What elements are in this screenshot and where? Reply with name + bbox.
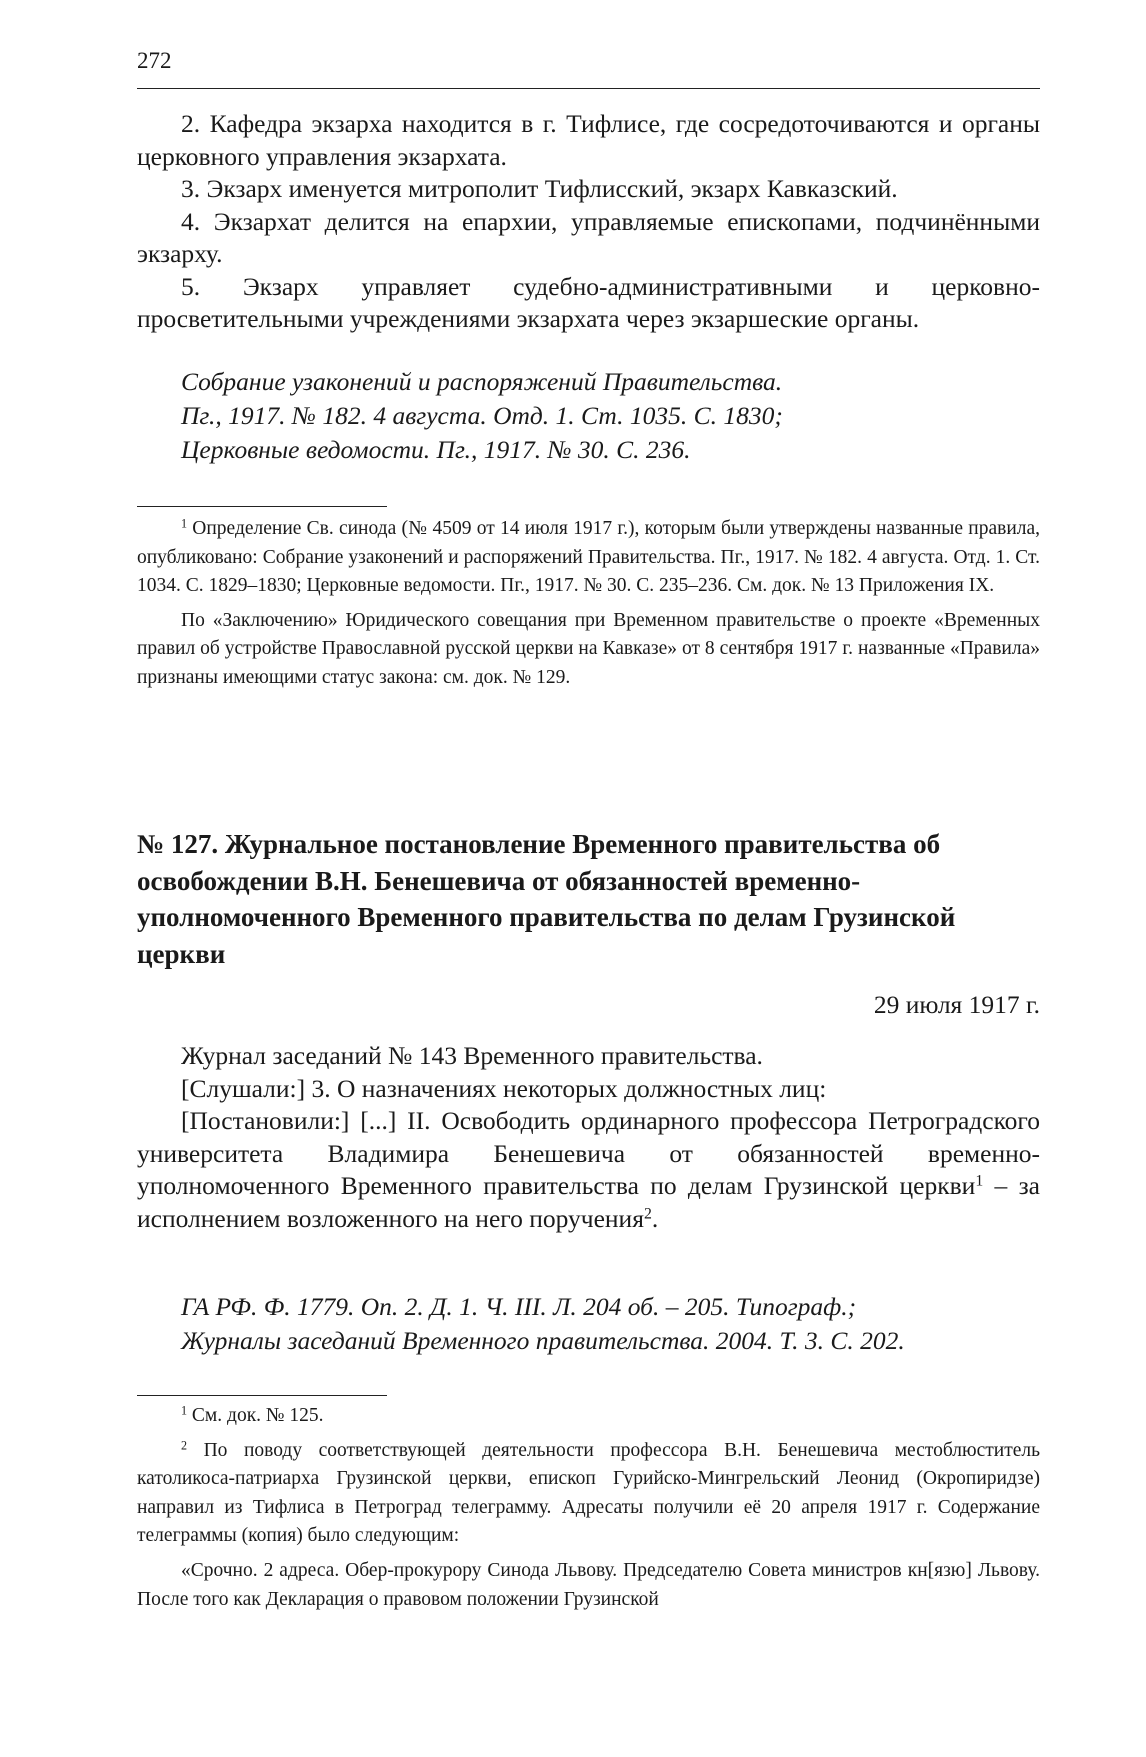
document-heading xyxy=(137,826,1040,972)
footnote xyxy=(137,1557,1040,1614)
paragraph-text: . xyxy=(651,1203,659,1233)
paragraph-text: – за исполнением возложенного на него поручения xyxy=(137,1171,1040,1233)
source-line: Журналы заседаний Временного правительства. 2004. Т. 3. С. 202. xyxy=(181,1326,905,1355)
paragraph-text: [Постановили:] [...] II. Освободить ординарного профессора Петроградского университета Владимира Бенешевича от обязанностей временно-уполномоченного Временного правительства по делам Грузинской церкви xyxy=(137,1106,1040,1200)
source-line: Пг., 1917. № 182. 4 августа. Отд. 1. Ст. 1035. С. 1830; xyxy=(181,401,783,430)
document-body xyxy=(137,1040,1040,1235)
page-number: 272 xyxy=(137,48,172,73)
footnote-marker: 1 xyxy=(181,1403,188,1418)
footnote-rule xyxy=(137,506,387,507)
document-footnotes xyxy=(137,1402,1040,1614)
footnote-text: По поводу соответствующей деятельности профессора В.Н. Бенешевича местоблюститель католикоса-патриарха Грузинской церкви, епископ Гурийско-Мингрельский Леонид (Окропиридзе) направил из Тифлиса в Петроград телеграмму. Адресаты получили её 20 апреля 1917 г. Содержание телеграммы (копия) было следующим: xyxy=(137,1439,1041,1547)
footnote xyxy=(137,1402,1040,1431)
paragraph: 5. Экзарх управляет судебно-административными и церковно-просветительными учреждениями экзархата через экзаршеские органы. xyxy=(137,271,1040,333)
footnote-marker: 1 xyxy=(181,516,188,531)
footnote xyxy=(137,1437,1040,1551)
paragraph: 2. Кафедра экзарха находится в г. Тифлисе, где сосредоточиваются и органы церковного управления экзархата. xyxy=(137,109,1040,171)
source-line: Церковные ведомости. Пг., 1917. № 30. С. 236. xyxy=(181,435,691,464)
header-rule xyxy=(137,88,1040,89)
footnote-rule xyxy=(137,1395,387,1396)
document-source-citation xyxy=(137,1290,1084,1358)
paragraph xyxy=(137,1105,1040,1235)
footnote-marker: 2 xyxy=(181,1437,188,1452)
top-section-text xyxy=(137,108,1040,336)
footnote xyxy=(137,515,1040,601)
footnote-text: Определение Св. синода (№ 4509 от 14 июля 1917 г.), которым были утверждены названные правила, опубликовано: Собрание узаконений и распоряжений Правительства. Пг., 1917. № 182. 4 августа. Отд. 1. Ст. 1034. С. 1829–1830; Церковные ведомости. Пг., 1917. № 30. С. 235–236. См. док. № 13 Приложения IX. xyxy=(137,518,1041,597)
source-line: ГА РФ. Ф. 1779. Оп. 2. Д. 1. Ч. III. Л. 204 об. – 205. Типограф.; xyxy=(181,1292,857,1321)
footnote-text: По «Заключению» Юридического совещания при Временном правительстве о проекте «Временных правил об устройстве Православной русской церкви на Кавказе» от 8 сентября 1917 г. названные «Правила» признаны имеющими статус закона: см. док. № 129. xyxy=(137,609,1040,688)
footnote-text: «Срочно. 2 адреса. Обер-прокурору Синода Львову. Председателю Совета министров кн[язю] Львову. После того как Декларация о правовом положении Грузинской xyxy=(137,1559,1040,1610)
document-date: 29 июля 1917 г. xyxy=(873,990,1040,1019)
footnote-text: См. док. № 125. xyxy=(191,1405,324,1426)
paragraph: Журнал заседаний № 143 Временного правительства. xyxy=(181,1041,763,1070)
source-line: Собрание узаконений и распоряжений Правительства. xyxy=(181,367,783,396)
top-footnotes xyxy=(137,515,1040,693)
footnote-ref: 1 xyxy=(975,1172,984,1190)
top-source-citation xyxy=(137,365,1084,467)
paragraph: 3. Экзарх именуется митрополит Тифлисский, экзарх Кавказский. xyxy=(181,174,898,203)
footnote-ref: 2 xyxy=(643,1204,652,1222)
paragraph: [Слушали:] 3. О назначениях некоторых должностных лиц: xyxy=(181,1073,827,1103)
paragraph: 4. Экзархат делится на епархии, управляемые епископами, подчинёнными экзарху. xyxy=(137,206,1040,268)
document-title: № 127. Журнальное постановление Временного правительства об освобождении В.Н. Бенешевича от обязанностей временно-уполномоченного Временного правительства по делам Грузинской церкви xyxy=(137,829,956,969)
footnote xyxy=(137,607,1040,693)
